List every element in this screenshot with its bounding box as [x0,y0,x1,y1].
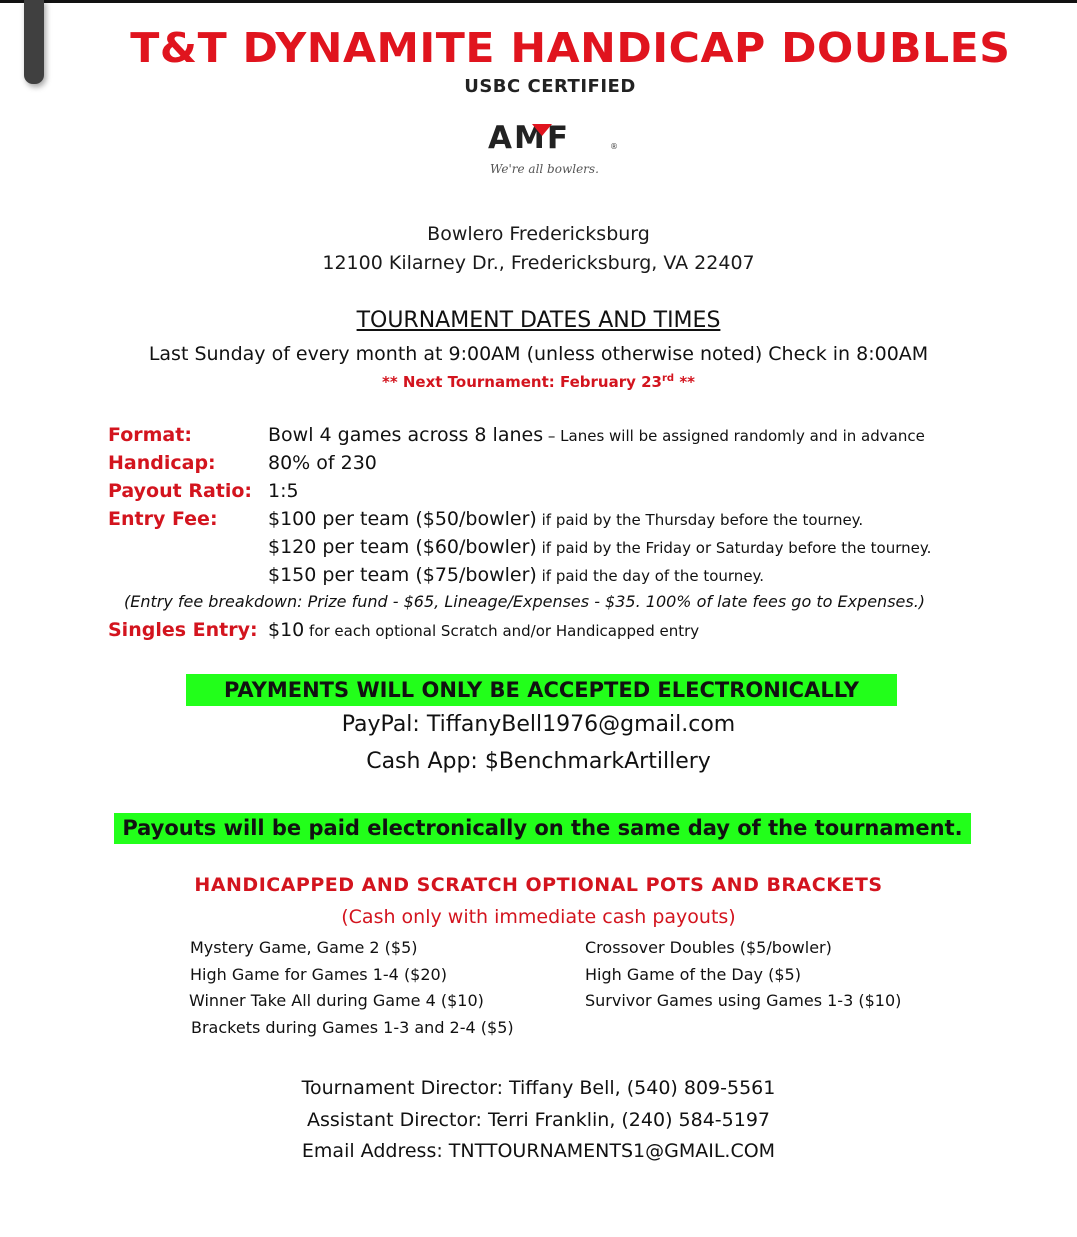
schedule-heading: TOURNAMENT DATES AND TIMES [356,308,721,333]
pot-item: Survivor Games using Games 1-3 ($10) [585,991,902,1010]
tier-price: $120 per team ($60/bowler) [268,536,537,558]
singles-entry-value [268,619,699,641]
assistant-director: Assistant Director: Terri Franklin, (240) 584-5197 [306,1109,771,1131]
tier-condition: if paid the day of the tourney. [536,567,765,585]
format-note: – Lanes will be assigned randomly and in advance [543,427,925,445]
logo-triangle-icon [532,124,552,136]
entry-fee-label: Entry Fee: [108,508,218,530]
payout-ratio-label: Payout Ratio: [108,480,253,502]
payments-banner: PAYMENTS WILL ONLY BE ACCEPTED ELECTRONICALLY [186,674,897,706]
singles-entry-label: Singles Entry: [108,619,258,641]
tier-condition: if paid by the Friday or Saturday before the tourney. [536,539,932,557]
pot-item: Brackets during Games 1-3 and 2-4 ($5) [191,1018,514,1037]
singles-note: for each optional Scratch and/or Handicapped entry [304,622,700,640]
entry-fee-tier [268,508,863,530]
drag-handle[interactable] [24,0,44,84]
ordinal-suffix: rd [662,373,675,384]
venue-block [0,220,1077,278]
payout-ratio-value: 1:5 [268,480,299,502]
pot-item: Winner Take All during Game 4 ($10) [189,991,484,1010]
logo-brand: AMF [488,120,571,156]
payout-banner: Payouts will be paid electronically on the same day of the tournament. [114,813,971,844]
tier-price: $100 per team ($50/bowler) [268,508,537,530]
amf-logo [488,120,628,182]
top-border [0,0,1077,3]
handicap-value: 80% of 230 [268,452,377,474]
pot-item: High Game of the Day ($5) [585,965,801,984]
cashapp-line: Cash App: $BenchmarkArtillery [366,749,711,774]
format-text: Bowl 4 games across 8 lanes [268,424,544,446]
flyer-title: T&T DYNAMITE HANDICAP DOUBLES [130,24,1011,72]
pot-item: Mystery Game, Game 2 ($5) [190,938,418,957]
schedule-description: Last Sunday of every month at 9:00AM (unless otherwise noted) Check in 8:00AM [148,343,929,365]
pots-heading: HANDICAPPED AND SCRATCH OPTIONAL POTS AND BRACKETS [194,874,883,896]
paypal-line: PayPal: TiffanyBell1976@gmail.com [341,712,736,737]
next-tournament-end: ** [674,373,696,391]
tier-condition: if paid by the Thursday before the tourney. [536,511,864,529]
registered-mark: ® [610,142,618,151]
certification-subtitle: USBC CERTIFIED [464,76,636,97]
tournament-director: Tournament Director: Tiffany Bell, (540) 809-5561 [301,1077,776,1099]
singles-price: $10 [268,619,305,641]
contact-email: Email Address: TNTTOURNAMENTS1@GMAIL.COM [301,1140,776,1162]
venue-name: Bowlero Fredericksburg [427,223,650,245]
pots-subheading: (Cash only with immediate cash payouts) [341,906,736,928]
format-value [268,424,925,446]
format-label: Format: [108,424,192,446]
pot-item: Crossover Doubles ($5/bowler) [585,938,832,957]
entry-fee-breakdown: (Entry fee breakdown: Prize fund - $65, Lineage/Expenses - $35. 100% of late fees go to Expenses.) [124,592,926,611]
entry-fee-tier [268,564,764,586]
next-tournament-text: ** Next Tournament: February 23 [381,373,662,391]
next-tournament [0,373,1077,391]
handicap-label: Handicap: [108,452,216,474]
logo-tagline: We're all bowlers. [490,162,599,176]
venue-address: 12100 Kilarney Dr., Fredericksburg, VA 22407 [322,252,755,274]
tier-price: $150 per team ($75/bowler) [268,564,537,586]
pot-item: High Game for Games 1-4 ($20) [190,965,447,984]
entry-fee-tier [268,536,931,558]
